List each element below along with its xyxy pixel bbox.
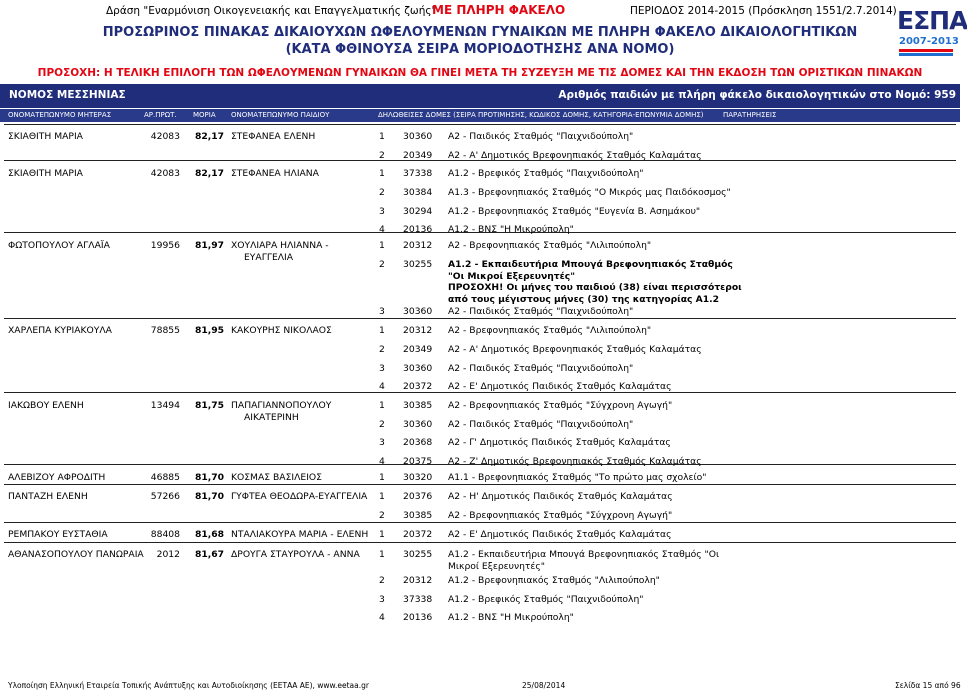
- protocol-number: 13494: [150, 400, 180, 411]
- action-title: Δράση "Εναρμόνιση Οικογενειακής και Επαγγελματικής ζωής": [106, 5, 437, 17]
- child-name: ΝΤΑΛΙΑΚΟΥΡΑ ΜΑΡΙΑ - ΕΛΕΝΗ: [231, 529, 369, 540]
- age-warning: ΠΡΟΣΟΧΗ! Οι μήνες του παιδιού (38) είναι περισσότεροι: [448, 282, 742, 293]
- structure-code: 20136: [403, 224, 433, 235]
- pref-order: 2: [379, 419, 385, 430]
- structure-code: 30294: [403, 206, 433, 217]
- row-separator: [4, 392, 956, 393]
- child-name-cont: ΕΥΑΓΓΕΛΙΑ: [244, 252, 294, 263]
- pref-order: 2: [379, 187, 385, 198]
- pref-order: 3: [379, 363, 385, 374]
- pref-order: 3: [379, 594, 385, 605]
- structure-desc-cont: Μικροί Εξερευνητές": [448, 561, 546, 572]
- structure-desc: Α2 - Παιδικός Σταθμός "Παιχνιδούπολη": [448, 306, 634, 317]
- column-headers: [0, 109, 960, 122]
- child-name: ΣΤΕΦΑΝΕΑ ΕΛΕΝΗ: [231, 131, 316, 142]
- child-name: ΚΟΣΜΑΣ ΒΑΣΙΛΕΙΟΣ: [231, 472, 322, 483]
- col-child: ΟΝΟΜΑΤΕΠΩΝΥΜΟ ΠΑΙΔΙΟΥ: [231, 111, 330, 119]
- structure-desc: Α2 - Βρεφονηπιακός Σταθμός "Λιλιπούπολη": [448, 240, 652, 251]
- pref-order: 4: [379, 224, 385, 235]
- structure-desc: Α2 - Ε' Δημοτικός Παιδικός Σταθμός Καλαμάτας: [448, 381, 672, 392]
- pref-order: 4: [379, 612, 385, 623]
- row-separator: [4, 484, 956, 485]
- child-name-cont: ΑΙΚΑΤΕΡΙΝΗ: [244, 412, 299, 423]
- structure-desc: Α1.2 - Βρεφικός Σταθμός "Παιχνιδούπολη": [448, 594, 644, 605]
- page-subtitle: (ΚΑΤΑ ΦΘΙΝΟΥΣΑ ΣΕΙΡΑ ΜΟΡΙΟΔΟΤΗΣΗΣ ΑΝΑ ΝΟΜΟ): [285, 42, 675, 57]
- mother-name: ΣΚΙΑΘΙΤΗ ΜΑΡΙΑ: [8, 131, 83, 142]
- col-mother: ΟΝΟΜΑΤΕΠΩΝΥΜΟ ΜΗΤΕΡΑΣ: [8, 111, 112, 119]
- pref-order: 1: [379, 131, 385, 142]
- prefecture-name: ΝΟΜΟΣ ΜΕΣΣΗΝΙΑΣ: [9, 89, 126, 101]
- pref-order: 1: [379, 549, 385, 560]
- protocol-number: 78855: [150, 325, 180, 336]
- pref-order: 2: [379, 259, 385, 270]
- protocol-number: 46885: [150, 472, 180, 483]
- structure-code: 20312: [403, 325, 433, 336]
- pref-order: 1: [379, 240, 385, 251]
- points-value: 81,95: [195, 325, 225, 336]
- col-protocol: ΑΡ.ΠΡΩΤ.: [144, 111, 177, 119]
- structure-code: 30385: [403, 510, 433, 521]
- row-separator: [4, 542, 956, 543]
- prefecture-bar: [0, 84, 960, 108]
- structure-code: 20312: [403, 240, 433, 251]
- structure-code: 37338: [403, 168, 433, 179]
- structure-code: 20136: [403, 612, 433, 623]
- espa-logo: ΕΣΠΑ 2007-2013: [893, 2, 957, 60]
- pref-order: 2: [379, 344, 385, 355]
- protocol-number: 42083: [150, 131, 180, 142]
- structure-desc: Α1.2 - Βρεφικός Σταθμός "Παιχνιδούπολη": [448, 168, 644, 179]
- pref-order: 1: [379, 472, 385, 483]
- mother-name: ΡΕΜΠΑΚΟΥ ΕΥΣΤΑΘΙΑ: [8, 529, 108, 540]
- structure-code: 30360: [403, 131, 433, 142]
- protocol-number: 19956: [150, 240, 180, 251]
- period-label: ΠΕΡΙΟΔΟΣ 2014-2015 (Πρόσκληση 1551/2.7.2014): [630, 5, 897, 17]
- protocol-number: 88408: [150, 529, 180, 540]
- footer-credit: Υλοποίηση Ελληνική Εταιρεία Τοπικής Ανάπτυξης και Αυτοδιοίκησης (ΕΕΤΑΑ ΑΕ), www.eetaa.gr: [8, 681, 369, 690]
- row-separator: [4, 124, 956, 125]
- mother-name: ΑΘΑΝΑΣΟΠΟΥΛΟΥ ΠΑΝΩΡΑΙΑ: [8, 549, 144, 560]
- structure-desc: Α1.2 - ΒΝΣ "Η Μικρούπολη": [448, 224, 574, 235]
- row-separator: [4, 522, 956, 523]
- structure-code: 30384: [403, 187, 433, 198]
- structure-desc: Α1.2 - Εκπαιδευτήρια Μπουγά Βρεφονηπιακός Σταθμός: [448, 259, 733, 270]
- child-name: ΣΤΕΦΑΝΕΑ ΗΛΙΑΝΑ: [231, 168, 319, 179]
- structure-desc: Α2 - Παιδικός Σταθμός "Παιχνιδούπολη": [448, 419, 634, 430]
- col-structures: ΔΗΛΩΘΕΙΣΕΣ ΔΟΜΕΣ (ΣΕΙΡΑ ΠΡΟΤΙΜΗΣΗΣ, ΚΩΔΙΚΟΣ ΔΟΜΗΣ, ΚΑΤΗΓΟΡΙΑ-ΕΠΩΝΥΜΙΑ ΔΟΜΗΣ): [378, 111, 704, 119]
- structure-code: 20372: [403, 381, 433, 392]
- structure-code: 37338: [403, 594, 433, 605]
- structure-desc: Α2 - Παιδικός Σταθμός "Παιχνιδούπολη": [448, 131, 634, 142]
- structure-desc: Α1.2 - ΒΝΣ "Η Μικρούπολη": [448, 612, 574, 623]
- structure-desc: Α1.2 - Βρεφονηπιακός Σταθμός "Ευγενία Β. Ασημάκου": [448, 206, 701, 217]
- pref-order: 1: [379, 529, 385, 540]
- child-name: ΔΡΟΥΓΑ ΣΤΑΥΡΟΥΛΑ - ΑΝΝΑ: [231, 549, 360, 560]
- pref-order: 3: [379, 206, 385, 217]
- structure-code: 30255: [403, 259, 433, 270]
- footer-page: Σελίδα 15 από 96: [895, 681, 961, 690]
- structure-code: 20375: [403, 456, 433, 467]
- structure-desc: Α1.1 - Βρεφονηπιακός Σταθμός "Το πρώτο μας σχολείο": [448, 472, 707, 483]
- status-label: ΜΕ ΠΛΗΡΗ ΦΑΚΕΛΟ: [432, 3, 566, 17]
- col-points: ΜΟΡΙΑ: [193, 111, 216, 119]
- protocol-number: 42083: [150, 168, 180, 179]
- mother-name: ΙΑΚΩΒΟΥ ΕΛΕΝΗ: [8, 400, 84, 411]
- points-value: 82,17: [195, 131, 225, 142]
- structure-desc: Α2 - Βρεφονηπιακός Σταθμός "Σύγχρονη Αγωγή": [448, 400, 673, 411]
- points-value: 81,67: [195, 549, 225, 560]
- row-separator: [4, 318, 956, 319]
- pref-order: 4: [379, 381, 385, 392]
- structure-code: 20349: [403, 150, 433, 161]
- structure-desc: Α2 - Γ' Δημοτικός Παιδικός Σταθμός Καλαμάτας: [448, 437, 671, 448]
- pref-order: 1: [379, 325, 385, 336]
- pref-order: 2: [379, 575, 385, 586]
- structure-desc: Α2 - Ζ' Δημοτικός Βρεφονηπιακός Σταθμός Καλαμάτας: [448, 456, 702, 467]
- notice-text: ΠΡΟΣΟΧΗ: Η ΤΕΛΙΚΗ ΕΠΙΛΟΓΗ ΤΩΝ ΩΦΕΛΟΥΜΕΝΩΝ ΓΥΝΑΙΚΩΝ ΘΑ ΓΙΝΕΙ ΜΕΤΑ ΤΗ ΣΥΖΕΥΞΗ ΜΕ ΤΙΣ ΔΟΜΕΣ ΚΑΙ ΤΗΝ ΕΚΔΟΣΗ ΤΩΝ ΟΡΙΣΤΙΚΩΝ ΠΙΝΑΚΩΝ: [37, 67, 923, 79]
- structure-desc: Α2 - Βρεφονηπιακός Σταθμός "Λιλιπούπολη": [448, 325, 652, 336]
- pref-order: 3: [379, 306, 385, 317]
- page-title: ΠΡΟΣΩΡΙΝΟΣ ΠΙΝΑΚΑΣ ΔΙΚΑΙΟΥΧΩΝ ΩΦΕΛΟΥΜΕΝΩΝ ΓΥΝΑΙΚΩΝ ΜΕ ΠΛΗΡΗ ΦΑΚΕΛΟ ΔΙΚΑΙΟΛΟΓΗΤΙΚΩΝ: [102, 25, 858, 40]
- structure-code: 20376: [403, 491, 433, 502]
- structure-desc: Α2 - Α' Δημοτικός Βρεφονηπιακός Σταθμός Καλαμάτας: [448, 150, 702, 161]
- structure-code: 30385: [403, 400, 433, 411]
- pref-order: 1: [379, 168, 385, 179]
- points-value: 81,97: [195, 240, 225, 251]
- child-name: ΓΥΦΤΕΑ ΘΕΟΔΩΡΑ-ΕΥΑΓΓΕΛΙΑ: [231, 491, 368, 502]
- structure-desc: Α2 - Ε' Δημοτικός Παιδικός Σταθμός Καλαμάτας: [448, 529, 672, 540]
- child-name: ΠΑΠΑΓΙΑΝΝΟΠΟΥΛΟΥ: [231, 400, 332, 411]
- pref-order: 3: [379, 437, 385, 448]
- structure-desc: Α2 - Η' Δημοτικός Παιδικός Σταθμός Καλαμάτας: [448, 491, 673, 502]
- structure-code: 30360: [403, 419, 433, 430]
- child-name: ΚΑΚΟΥΡΗΣ ΝΙΚΟΛΑΟΣ: [231, 325, 332, 336]
- structure-desc: Α2 - Βρεφονηπιακός Σταθμός "Σύγχρονη Αγωγή": [448, 510, 673, 521]
- points-value: 82,17: [195, 168, 225, 179]
- child-name: ΧΟΥΛΙΑΡΑ ΗΛΙΑΝΝΑ -: [231, 240, 329, 251]
- structure-code: 20372: [403, 529, 433, 540]
- points-value: 81,70: [195, 472, 225, 483]
- points-value: 81,75: [195, 400, 225, 411]
- mother-name: ΠΑΝΤΑΖΗ ΕΛΕΝΗ: [8, 491, 88, 502]
- structure-desc: Α1.3 - Βρεφονηπιακός Σταθμός "Ο Μικρός μας Παιδόκοσμος": [448, 187, 731, 198]
- structure-code: 20349: [403, 344, 433, 355]
- col-remarks: ΠΑΡΑΤΗΡΗΣΕΙΣ: [723, 111, 777, 119]
- structure-code: 20368: [403, 437, 433, 448]
- structure-desc: Α1.2 - Εκπαιδευτήρια Μπουγά Βρεφονηπιακός Σταθμός "Οι: [448, 549, 720, 560]
- mother-name: ΦΩΤΟΠΟΥΛΟΥ ΑΓΛΑΪΑ: [8, 240, 110, 251]
- structure-desc-cont: "Οι Μικροί Εξερευνητές": [448, 271, 576, 282]
- pref-order: 2: [379, 150, 385, 161]
- pref-order: 2: [379, 510, 385, 521]
- protocol-number: 2012: [156, 549, 180, 560]
- pref-order: 1: [379, 491, 385, 502]
- structure-code: 30360: [403, 363, 433, 374]
- mother-name: ΑΛΕΒΙΖΟΥ ΑΦΡΟΔΙΤΗ: [8, 472, 106, 483]
- age-warning-cont: από τους μέγιστους μήνες (30) της κατηγορίας Α1.2: [448, 294, 720, 305]
- pref-order: 4: [379, 456, 385, 467]
- points-value: 81,68: [195, 529, 225, 540]
- points-value: 81,70: [195, 491, 225, 502]
- children-count: Αριθμός παιδιών με πλήρη φάκελο δικαιολογητικών στο Νομό: 959: [558, 89, 956, 101]
- structure-desc: Α2 - Παιδικός Σταθμός "Παιχνιδούπολη": [448, 363, 634, 374]
- pref-order: 1: [379, 400, 385, 411]
- structure-desc: Α1.2 - Βρεφονηπιακός Σταθμός "Λιλιπούπολη": [448, 575, 660, 586]
- structure-code: 20312: [403, 575, 433, 586]
- structure-code: 30360: [403, 306, 433, 317]
- structure-code: 30320: [403, 472, 433, 483]
- structure-desc: Α2 - Α' Δημοτικός Βρεφονηπιακός Σταθμός Καλαμάτας: [448, 344, 702, 355]
- mother-name: ΧΑΡΛΕΠΑ ΚΥΡΙΑΚΟΥΛΑ: [8, 325, 112, 336]
- footer-date: 25/08/2014: [522, 681, 566, 690]
- structure-code: 30255: [403, 549, 433, 560]
- protocol-number: 57266: [150, 491, 180, 502]
- mother-name: ΣΚΙΑΘΙΤΗ ΜΑΡΙΑ: [8, 168, 83, 179]
